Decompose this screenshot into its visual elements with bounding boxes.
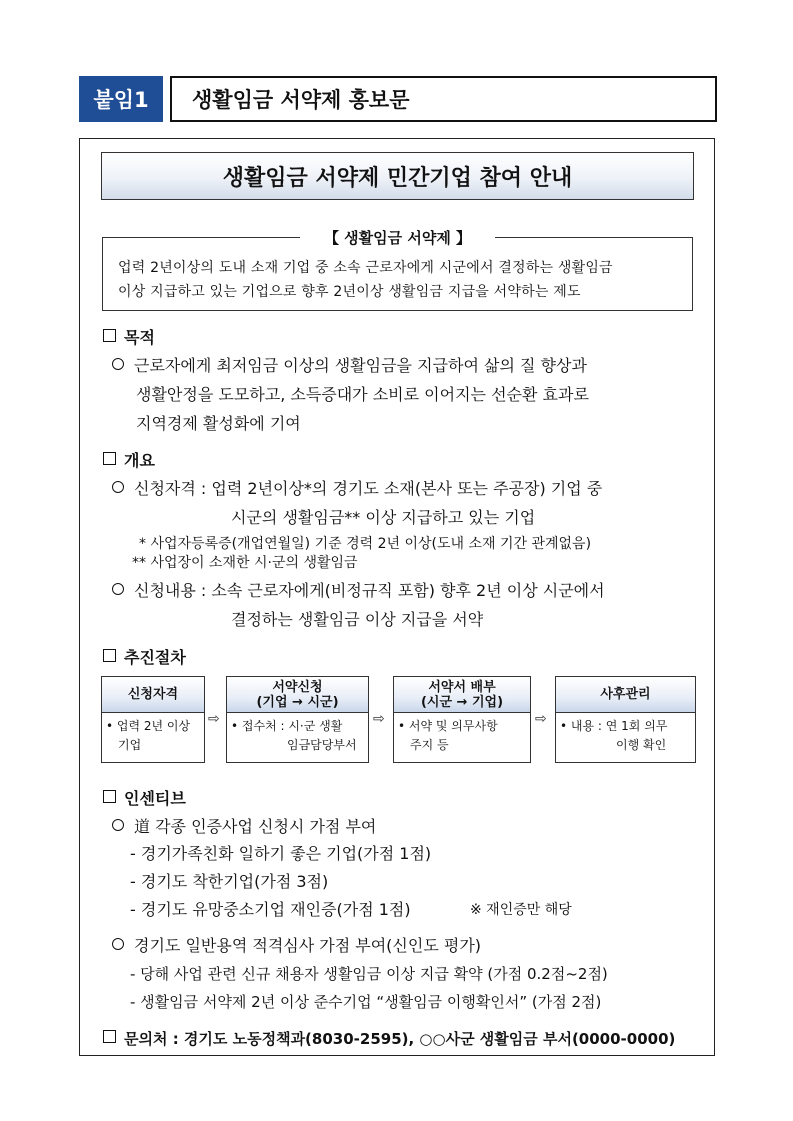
step-header	[393, 676, 531, 713]
arrow-right-icon: ⇨	[373, 711, 385, 727]
step-subtitle: (기업 → 시군)	[256, 694, 339, 710]
incentive-text: 道 각종 인증사업 신청시 가점 부여	[134, 817, 377, 836]
step-body	[101, 713, 205, 763]
footnote: ** 사업장이 소재한 시·군의 생활임금	[132, 555, 358, 571]
eligibility-line: 시군의 생활임금** 이상 지급하고 있는 기업	[231, 508, 536, 527]
step-title: 사후관리	[600, 687, 651, 702]
attachment-tag: 붙임1	[79, 76, 163, 122]
square-bullet-icon	[103, 452, 116, 465]
section-purpose	[103, 328, 155, 348]
eligibility-line	[112, 478, 602, 500]
step-header	[101, 676, 205, 713]
step-body	[226, 713, 369, 763]
incentive-item	[112, 935, 481, 957]
definition-line: 업력 2년이상의 도내 소재 기업 중 소속 근로자에게 시군에서 결정하는 생활임금	[118, 260, 613, 276]
step-body	[393, 713, 531, 763]
incentive-sub: - 당해 사업 관련 신규 채용자 생활임금 이상 지급 확약 (가점 0.2점~2점)	[130, 965, 608, 983]
step-header	[226, 676, 369, 713]
square-bullet-icon	[103, 329, 116, 342]
step-body-line: • 업력 2년 이상	[106, 719, 191, 733]
incentive-note: ※ 재인증만 해당	[470, 902, 572, 918]
step-body-line: 임금담당부서	[287, 738, 357, 752]
step-title: 신청자격	[127, 687, 179, 702]
contact-line	[103, 1028, 675, 1049]
square-bullet-icon	[103, 649, 116, 662]
footnote: * 사업자등록증(개업연월일) 기준 경력 2년 이상(도내 소재 기간 관계없음)	[139, 536, 592, 552]
arrow-right-icon: ⇨	[535, 711, 547, 727]
section-incentive	[103, 789, 186, 809]
incentive-sub: - 경기가족친화 일하기 좋은 기업(가점 1점)	[130, 844, 432, 863]
step-title: 서약신청	[272, 679, 323, 695]
section-heading: 인센티브	[124, 789, 186, 808]
content-text: 신청내용 : 소속 근로자에게(비정규직 포함) 향후 2년 이상 시군에서	[134, 581, 605, 600]
eligibility-text: 신청자격 : 업력 2년이상*의 경기도 소재(본사 또는 주공장) 기업 중	[134, 479, 603, 498]
step-subtitle: (시군 → 기업)	[420, 694, 504, 710]
circle-bullet-icon	[112, 819, 124, 831]
purpose-line: 지역경제 활성화에 기여	[136, 414, 301, 433]
incentive-sub: - 경기도 유망중소기업 재인증(가점 1점)	[130, 900, 411, 919]
contact-text: 문의처 : 경기도 노동정책과(8030-2595), ○○사군 생활임금 부서(0000-0000)	[124, 1030, 676, 1048]
content-line: 결정하는 생활임금 이상 지급을 서약	[231, 610, 484, 629]
incentive-text: 경기도 일반용역 적격심사 가점 부여(신인도 평가)	[134, 936, 482, 955]
step-body-line: 주지 등	[410, 738, 449, 752]
incentive-sub: - 생활임금 서약제 2년 이상 준수기업 “생활임금 이행확인서” (가점 2점)	[130, 993, 602, 1011]
notice-banner: 생활임금 서약제 민간기업 참여 안내	[101, 152, 694, 200]
circle-bullet-icon	[112, 583, 124, 595]
step-body-line: • 서약 및 의무사항	[398, 719, 498, 733]
circle-bullet-icon	[112, 481, 124, 493]
content-line	[112, 580, 605, 602]
square-bullet-icon	[103, 1030, 116, 1043]
step-body-line: 이행 확인	[616, 738, 667, 752]
step-body-line: • 접수처 : 시·군 생활	[231, 719, 343, 733]
circle-bullet-icon	[112, 358, 124, 370]
section-procedure	[103, 648, 186, 668]
document-title: 생활임금 서약제 홍보문	[170, 76, 717, 122]
purpose-text: 근로자에게 최저임금 이상의 생활임금을 지급하여 삶의 질 향상과	[134, 356, 587, 375]
step-title: 서약서 배부	[428, 679, 496, 695]
section-heading: 추진절차	[124, 648, 186, 667]
arrow-right-icon: ⇨	[208, 711, 220, 727]
step-body-line: • 내용 : 연 1회 의무	[560, 719, 668, 733]
square-bullet-icon	[103, 790, 116, 803]
section-heading: 개요	[124, 451, 155, 470]
incentive-item	[112, 816, 376, 838]
section-heading: 목적	[124, 328, 155, 347]
step-body	[555, 713, 696, 763]
definition-title: 【 생활임금 서약제 】	[300, 227, 495, 249]
step-body-line: 기업	[118, 738, 142, 752]
purpose-line	[112, 355, 587, 377]
section-overview	[103, 451, 155, 471]
step-header	[555, 676, 696, 713]
circle-bullet-icon	[112, 938, 124, 950]
definition-line: 이상 지급하고 있는 기업으로 향후 2년이상 생활임금 지급을 서약하는 제도	[118, 284, 581, 300]
purpose-line: 생활안정을 도모하고, 소득증대가 소비로 이어지는 선순환 효과로	[136, 385, 589, 404]
incentive-sub: - 경기도 착한기업(가점 3점)	[130, 872, 329, 891]
